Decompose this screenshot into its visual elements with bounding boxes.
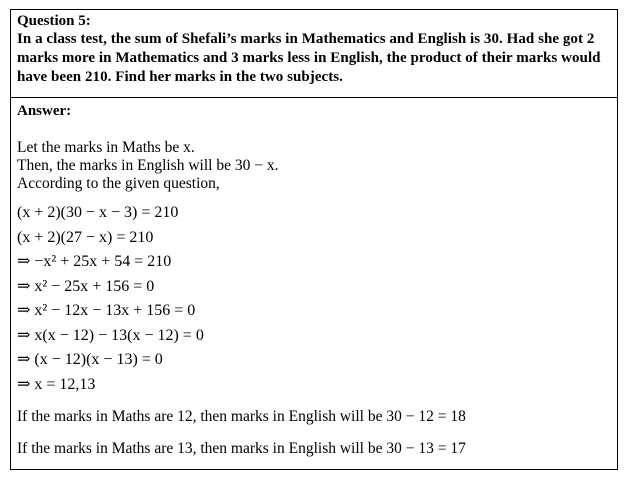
question-title: Question 5: (17, 13, 91, 29)
question-text: In a class test, the sum of Shefali’s marks in Mathematics and English is 30. Had she got 2 marks more in Mathematics and 3 marks less in English, the product of their marks would have been 210. Find her marks in the two subjects. (17, 31, 601, 85)
equation-step: ⇒ x² − 25x + 156 = 0 (17, 277, 155, 295)
conclusion-line: If the marks in Maths are 13, then marks in English will be 30 − 13 = 17 (17, 440, 466, 457)
equation-step: ⇒ x² − 12x − 13x + 156 = 0 (17, 302, 196, 319)
question-section (11, 10, 617, 98)
equation-step: (x + 2)(30 − x − 3) = 210 (17, 204, 179, 221)
answer-title: Answer: (17, 103, 72, 119)
intro-line: Let the marks in Maths be x. (17, 139, 195, 156)
equation-step: (x + 2)(27 − x) = 210 (17, 228, 154, 246)
equation-step: ⇒ x = 12,13 (17, 375, 96, 393)
equation-step: ⇒ (x − 12)(x − 13) = 0 (17, 351, 163, 368)
intro-line: Then, the marks in English will be 30 − x. (17, 157, 279, 174)
answer-section (11, 98, 617, 469)
intro-line: According to the given question, (17, 175, 220, 192)
answer-intro (17, 139, 611, 193)
equation-step: ⇒ −x² + 25x + 54 = 210 (17, 253, 172, 270)
equation-step: ⇒ x(x − 12) − 13(x − 12) = 0 (17, 326, 204, 344)
conclusion-line: If the marks in Maths are 12, then marks in English will be 30 − 12 = 18 (17, 408, 466, 425)
solution-frame (10, 9, 618, 470)
equation-steps (17, 202, 611, 398)
